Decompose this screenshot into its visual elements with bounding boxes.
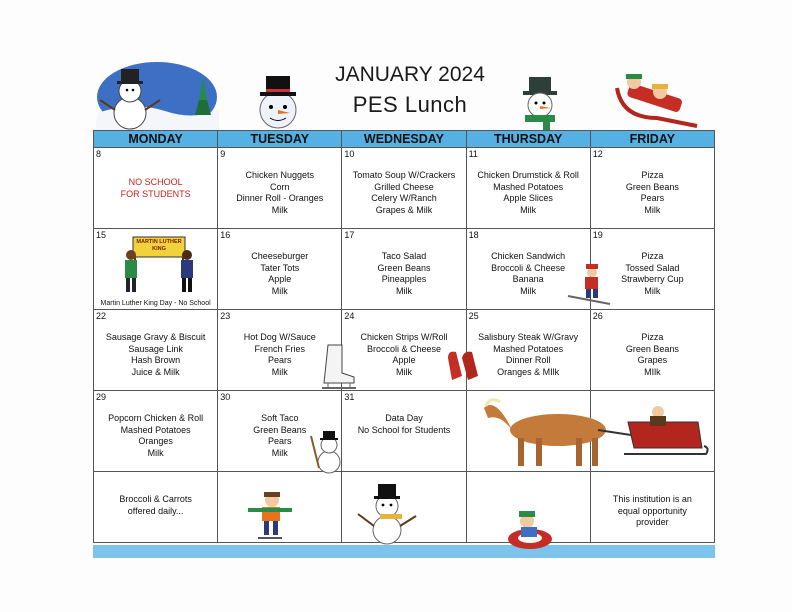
menu-line: Celery W/Ranch xyxy=(371,193,437,203)
day-number: 22 xyxy=(96,311,107,321)
menu-line: Pears xyxy=(640,193,665,203)
header-thursday: THURSDAY xyxy=(466,131,590,148)
day-number: 15 xyxy=(96,230,107,240)
snowman-scarf-icon xyxy=(515,75,565,133)
menu-line: Milk xyxy=(644,285,661,296)
menu-line: MIlk xyxy=(644,366,661,377)
menu-line: Green Beans xyxy=(253,424,307,435)
day-number: 17 xyxy=(344,230,355,240)
menu-line: Oranges & MIlk xyxy=(497,366,560,377)
menu-line: Grilled Cheese xyxy=(374,181,434,192)
menu-line: Banana xyxy=(512,274,544,284)
menu-items xyxy=(218,170,341,216)
mlk-marchers-icon xyxy=(119,233,199,293)
title-month: JANUARY 2024 xyxy=(335,63,485,86)
menu-items xyxy=(467,332,590,378)
menu-line: Strawberry Cup xyxy=(621,274,684,284)
menu-line: Apple xyxy=(392,355,416,365)
menu-line: Mashed Potatoes xyxy=(493,181,564,192)
day-cell-monday xyxy=(94,229,218,310)
day-cell-wednesday xyxy=(342,391,466,472)
menu-items xyxy=(94,413,217,459)
day-cell-wednesday xyxy=(342,148,466,229)
menu-items xyxy=(467,170,590,216)
menu-line: Tater Tots xyxy=(260,262,300,273)
menu-line: French Fries xyxy=(254,343,306,354)
day-number: 8 xyxy=(96,149,102,159)
menu-line: Chicken Sandwich xyxy=(491,251,566,261)
day-number: 19 xyxy=(592,230,603,240)
menu-line: Tomato Soup W/Crackers xyxy=(352,170,456,180)
day-cell-friday xyxy=(590,472,714,543)
menu-line: Pizza xyxy=(641,332,664,342)
menu-line: Dinner Roll - Oranges xyxy=(236,193,324,203)
day-cell-tuesday xyxy=(218,229,342,310)
day-number: 26 xyxy=(592,311,603,321)
mlk-sign-text: MARTIN LUTHER KING xyxy=(136,239,182,252)
day-number: 11 xyxy=(468,149,478,159)
menu-line: Milk xyxy=(395,285,412,296)
menu-line: Dinner Roll xyxy=(505,355,551,365)
menu-line: Broccoli & Cheese xyxy=(491,262,566,273)
menu-line: Milk xyxy=(271,366,288,377)
day-cell-monday xyxy=(94,148,218,229)
week-row xyxy=(94,148,715,229)
day-number: 30 xyxy=(220,392,231,402)
day-cell-friday xyxy=(590,148,714,229)
day-number: 23 xyxy=(220,311,231,321)
header-friday: FRIDAY xyxy=(590,131,714,148)
menu-line: Oranges xyxy=(138,436,173,446)
menu-line: Pineapples xyxy=(381,274,427,284)
menu-line: Taco Salad xyxy=(381,251,427,261)
week-row xyxy=(94,310,715,391)
mittens-icon xyxy=(444,348,482,388)
menu-line: Milk xyxy=(271,204,288,215)
menu-line: NO SCHOOL xyxy=(128,177,183,187)
menu-line: No School for Students xyxy=(357,424,451,435)
header-tuesday: TUESDAY xyxy=(218,131,342,148)
horse-sleigh-icon xyxy=(478,392,712,472)
menu-line: Broccoli & Carrots xyxy=(119,494,192,504)
day-number: 29 xyxy=(96,392,107,402)
day-number: 9 xyxy=(220,149,226,159)
menu-line: Soft Taco xyxy=(261,413,299,423)
menu-items xyxy=(94,494,217,517)
sled-kids-icon xyxy=(612,68,702,130)
snow-tube-kid-icon xyxy=(505,505,555,551)
snowman-scene-icon xyxy=(95,55,220,133)
menu-line: Chicken Strips W/Roll xyxy=(360,332,448,342)
title-subtitle: PES Lunch xyxy=(352,92,468,117)
menu-line: Green Beans xyxy=(625,181,679,192)
menu-line: Pizza xyxy=(641,251,664,261)
menu-line: Milk xyxy=(520,285,537,296)
footer-bar xyxy=(93,545,715,558)
day-number: 31 xyxy=(344,392,355,402)
menu-line: Pears xyxy=(268,355,292,365)
menu-line: Sausage Link xyxy=(128,343,183,354)
menu-line: Pears xyxy=(268,436,292,446)
menu-line: Tossed Salad xyxy=(625,262,680,273)
menu-line: Milk xyxy=(271,285,288,296)
menu-line: Apple xyxy=(268,274,292,284)
menu-items xyxy=(342,170,465,216)
menu-items xyxy=(591,494,714,529)
menu-line: Milk xyxy=(644,204,661,215)
menu-line: Green Beans xyxy=(377,262,431,273)
snowman-head-icon xyxy=(248,70,308,130)
menu-line: equal opportunity xyxy=(617,505,687,516)
menu-items xyxy=(591,332,714,378)
menu-line: This institution is an xyxy=(612,494,692,504)
day-cell-tuesday xyxy=(218,148,342,229)
menu-line: offered daily... xyxy=(127,505,184,516)
day-cell-monday xyxy=(94,391,218,472)
menu-line: Popcorn Chicken & Roll xyxy=(108,413,204,423)
day-cell-monday xyxy=(94,472,218,543)
day-cell-thursday xyxy=(466,310,590,391)
day-number: 10 xyxy=(344,149,355,159)
menu-line: Pizza xyxy=(641,170,664,180)
menu-line: Grapes xyxy=(637,355,668,365)
menu-items xyxy=(94,332,217,378)
menu-line: Juice & Milk xyxy=(131,366,180,377)
menu-line: provider xyxy=(636,517,669,527)
menu-line: Chicken Drumstick & Roll xyxy=(477,170,579,180)
skier-icon xyxy=(566,262,614,306)
skater-kid-icon xyxy=(244,490,296,542)
menu-line: Mashed Potatoes xyxy=(493,343,564,354)
week-row xyxy=(94,229,715,310)
menu-line: Milk xyxy=(271,447,288,458)
menu-line: Data Day xyxy=(385,413,423,423)
menu-line: Hash Brown xyxy=(131,355,181,365)
menu-items xyxy=(591,170,714,216)
menu-line: Sausage Gravy & Biscuit xyxy=(105,332,206,342)
day-cell-wednesday xyxy=(342,229,466,310)
day-cell-monday xyxy=(94,310,218,391)
menu-line: Hot Dog W/Sauce xyxy=(243,332,316,342)
menu-line: Corn xyxy=(270,181,290,192)
menu-line: Milk xyxy=(395,366,412,377)
menu-line: Salisbury Steak W/Gravy xyxy=(478,332,579,342)
menu-line: Broccoli & Cheese xyxy=(366,343,441,354)
holiday-caption: Martin Luther King Day - No School xyxy=(100,300,211,307)
menu-line: FOR STUDENTS xyxy=(120,188,191,199)
menu-line: Cheeseburger xyxy=(251,251,309,261)
day-number: 12 xyxy=(592,149,603,159)
day-number: 18 xyxy=(468,230,479,240)
day-number: 25 xyxy=(468,311,479,321)
page-title xyxy=(300,60,520,120)
header-wednesday: WEDNESDAY xyxy=(342,131,466,148)
snowman-broom-icon xyxy=(305,428,353,474)
menu-line: Mashed Potatoes xyxy=(120,424,191,435)
ice-skate-icon xyxy=(318,343,358,391)
menu-line: Apple Slices xyxy=(503,193,553,203)
day-number: 24 xyxy=(344,311,355,321)
menu-line: Chicken Nuggets xyxy=(245,170,315,180)
weekday-header-row xyxy=(94,131,715,148)
header-monday: MONDAY xyxy=(94,131,218,148)
menu-items xyxy=(342,413,465,436)
menu-items xyxy=(218,251,341,297)
menu-line: Green Beans xyxy=(625,343,679,354)
menu-items xyxy=(342,251,465,297)
day-cell-thursday xyxy=(466,148,590,229)
menu-items xyxy=(94,177,217,200)
day-number: 16 xyxy=(220,230,231,240)
snowman-waving-icon xyxy=(352,478,422,546)
menu-line: Grapes & Milk xyxy=(375,204,433,215)
day-cell-friday xyxy=(590,310,714,391)
menu-line: Milk xyxy=(520,204,537,215)
menu-line: Milk xyxy=(147,447,164,458)
